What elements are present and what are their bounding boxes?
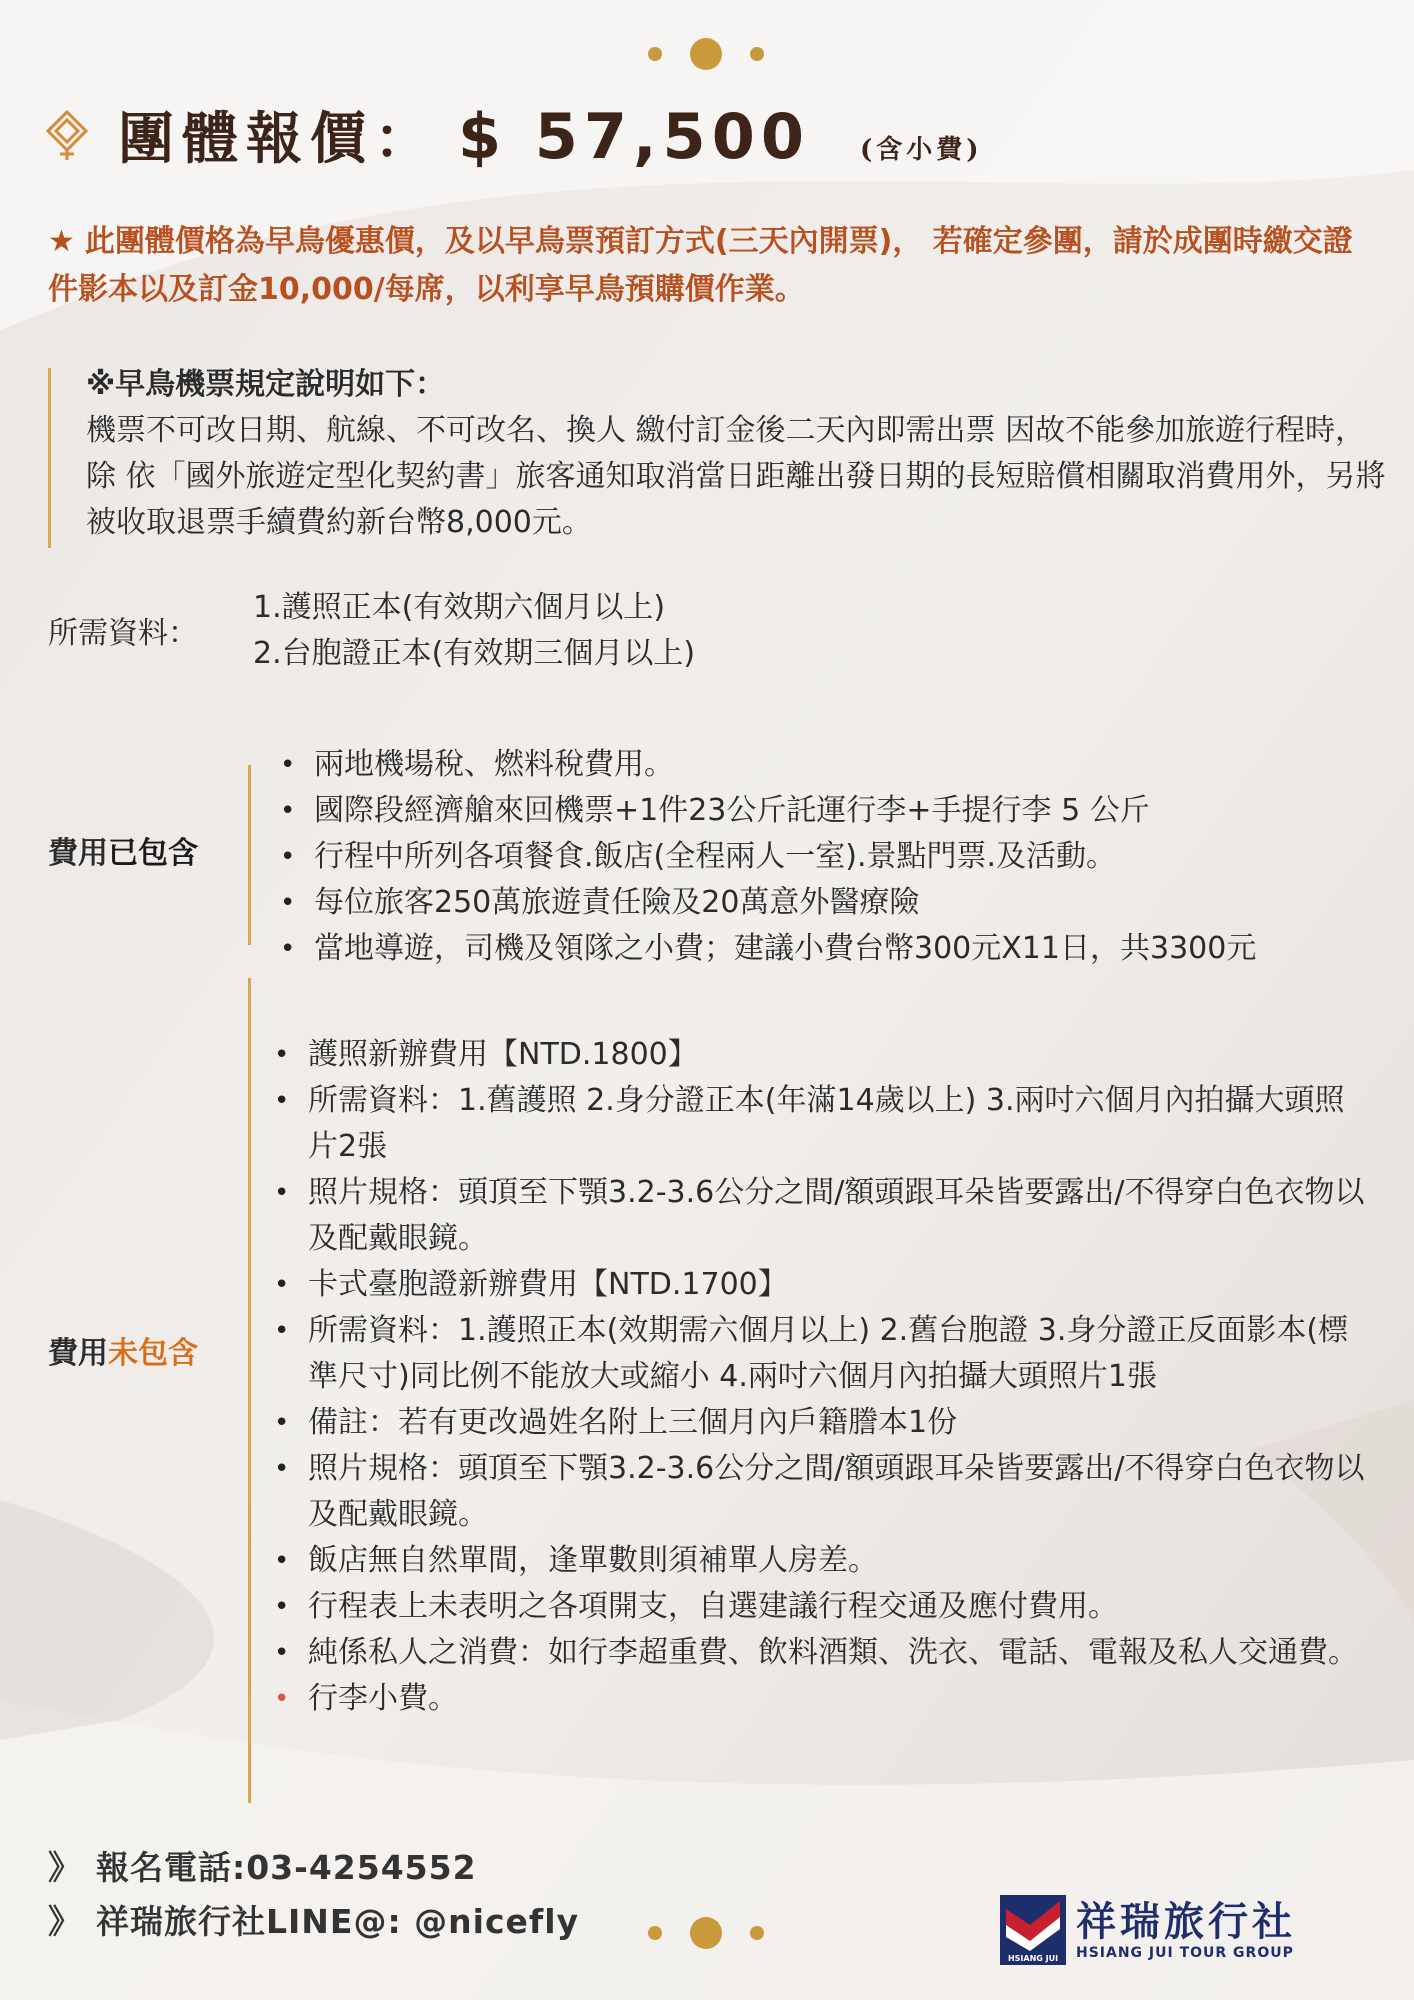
list-item: • 行程中所列各項餐食.飯店(全程兩人一室).景點門票.及活動。	[280, 834, 1390, 880]
list-item: • 兩地機場稅、燃料稅費用。	[280, 742, 1390, 788]
excluded-accent-bar	[248, 978, 251, 1803]
required-docs-label: 所需資料：	[48, 616, 198, 651]
rules-body: 機票不可改日期、航線、不可改名、換人 繳付訂金後二天內即需出票 因故不能參加旅遊行程時， 除 依「國外旅遊定型化契約書」旅客通知取消當日距離出發日期的長短賠償相關取消費用外，另將被收取退票手續費約新台幣8,000元。	[86, 413, 1386, 540]
included-label-highlight: 已包含	[108, 836, 198, 871]
excluded-list	[274, 1032, 1374, 1722]
list-item: • 照片規格：頭頂至下顎3.2-3.6公分之間/額頭跟耳朵皆要露出/不得穿白色衣物以及配戴眼鏡。	[274, 1170, 1374, 1262]
dot-large	[690, 1917, 722, 1949]
required-doc-item: 1.護照正本(有效期六個月以上)	[253, 590, 666, 625]
rules-heading: ※早鳥機票規定說明如下：	[86, 367, 446, 402]
logo-name-cn: 祥瑞旅行社	[1076, 1899, 1296, 1945]
contact-line	[48, 1896, 579, 1943]
list-item: • 所需資料：1.舊護照 2.身分證正本(年滿14歲以上) 3.兩吋六個月內拍攝大頭照片2張	[274, 1078, 1374, 1170]
required-doc-item: 2.台胞證正本(有效期三個月以上)	[253, 636, 696, 671]
title-price: $ 57,500	[458, 100, 810, 173]
included-label-prefix: 費用	[48, 836, 108, 871]
excluded-label-prefix: 費用	[48, 1336, 108, 1371]
phone-text: 報名電話:03-4254552	[96, 1848, 477, 1887]
list-item: • 備註：若有更改過姓名附上三個月內戶籍謄本1份	[274, 1400, 1374, 1446]
title-label: 團體報價：	[118, 106, 438, 172]
contact-phone	[48, 1842, 477, 1889]
list-item: • 護照新辦費用【NTD.1800】	[274, 1032, 1374, 1078]
chevron-right-icon: 》	[48, 1848, 82, 1887]
list-item: • 當地導遊，司機及領隊之小費；建議小費台幣300元X11日，共3300元	[280, 926, 1390, 972]
top-decorative-dots	[648, 38, 764, 70]
group-price-title	[118, 95, 983, 185]
ticket-rules	[86, 362, 1386, 546]
list-item: • 卡式臺胞證新辦費用【NTD.1700】	[274, 1262, 1374, 1308]
company-logo	[1000, 1895, 1296, 1965]
rules-accent-bar	[48, 368, 51, 548]
title-note: (含小費)	[859, 135, 983, 165]
included-accent-bar	[248, 765, 251, 945]
logo-text	[1076, 1899, 1296, 1961]
star-icon: ★	[48, 224, 75, 259]
list-item: • 純係私人之消費：如行李超重費、飲料酒類、洗衣、電話、電報及私人交通費。	[274, 1630, 1374, 1676]
list-item: • 照片規格：頭頂至下顎3.2-3.6公分之間/額頭跟耳朵皆要露出/不得穿白色衣物以及配戴眼鏡。	[274, 1446, 1374, 1538]
list-item: • 每位旅客250萬旅遊責任險及20萬意外醫療險	[280, 880, 1390, 926]
list-item: • 行程表上未表明之各項開支，自選建議行程交通及應付費用。	[274, 1584, 1374, 1630]
dot-large	[690, 38, 722, 70]
logo-mark-text: HSIANG JUI	[1007, 1954, 1059, 1963]
included-label	[48, 828, 198, 872]
bottom-decorative-dots	[648, 1917, 764, 1949]
line-text: 祥瑞旅行社LINE@: @nicefly	[96, 1902, 580, 1941]
dot-small	[648, 47, 662, 61]
logo-name-en: HSIANG JUI TOUR GROUP	[1076, 1945, 1294, 1961]
endless-knot-icon	[46, 110, 88, 162]
list-item: • 國際段經濟艙來回機票+1件23公斤託運行李+手提行李 5 公斤	[280, 788, 1390, 834]
hsiang-jui-logo-icon	[1000, 1895, 1066, 1965]
excluded-label	[48, 1328, 198, 1372]
list-item: • 所需資料：1.護照正本(效期需六個月以上) 2.舊台胞證 3.身分證正反面影本(標準尺寸)同比例不能放大或縮小 4.兩吋六個月內拍攝大頭照片1張	[274, 1308, 1374, 1400]
required-docs-list	[253, 585, 695, 677]
list-item: • 行李小費。	[274, 1676, 1374, 1722]
dot-small	[648, 1926, 662, 1940]
included-list	[280, 742, 1390, 972]
dot-small	[750, 47, 764, 61]
list-item: • 飯店無自然單間，逢單數則須補單人房差。	[274, 1538, 1374, 1584]
excluded-label-highlight: 未包含	[108, 1336, 198, 1371]
notice-text: 此團體價格為早鳥優惠價，及以早鳥票預訂方式(三天內開票)， 若確定參團，請於成團時繳交證件影本以及訂金10,000/每席，以利享早鳥預購價作業。	[48, 224, 1353, 307]
dot-small	[750, 1926, 764, 1940]
early-bird-notice	[48, 218, 1378, 314]
chevron-right-icon: 》	[48, 1902, 82, 1941]
